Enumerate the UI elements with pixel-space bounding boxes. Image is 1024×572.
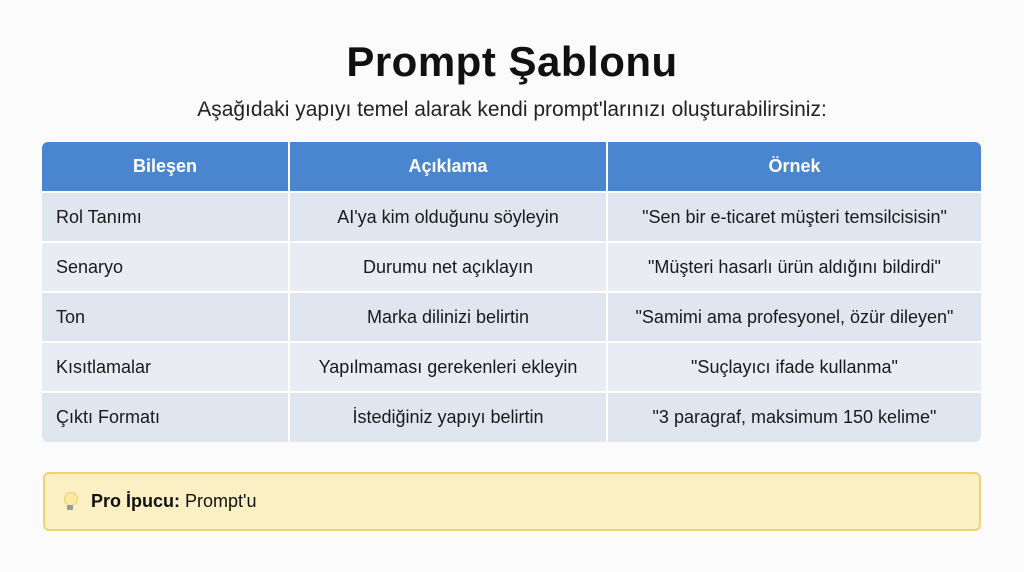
table-cell: Senaryo <box>42 242 289 292</box>
table-cell: İstediğiniz yapıyı belirtin <box>289 392 607 442</box>
table-cell: "Suçlayıcı ifade kullanma" <box>607 342 981 392</box>
lightbulb-icon <box>63 492 77 512</box>
table-row <box>42 242 981 292</box>
table-row <box>42 292 981 342</box>
column-header: Örnek <box>607 142 981 192</box>
table-cell: Kısıtlamalar <box>42 342 289 392</box>
column-header: Bileşen <box>42 142 289 192</box>
table-row <box>42 392 981 442</box>
table-cell: Durumu net açıklayın <box>289 242 607 292</box>
table-cell: Çıktı Formatı <box>42 392 289 442</box>
pro-tip-box <box>43 472 981 531</box>
prompt-template-table <box>42 142 981 442</box>
table-row <box>42 192 981 242</box>
table-cell: "Müşteri hasarlı ürün aldığını bildirdi" <box>607 242 981 292</box>
column-header: Açıklama <box>289 142 607 192</box>
page-subtitle: Aşağıdaki yapıyı temel alarak kendi prompt'larınızı oluşturabilirsiniz: <box>197 98 827 121</box>
table-cell: "3 paragraf, maksimum 150 kelime" <box>607 392 981 442</box>
tip-label: Pro İpucu: <box>91 491 180 511</box>
table-cell: "Sen bir e-ticaret müşteri temsilcisisin" <box>607 192 981 242</box>
table-cell: AI'ya kim olduğunu söyleyin <box>289 192 607 242</box>
table-cell: Marka dilinizi belirtin <box>289 292 607 342</box>
table-cell: Ton <box>42 292 289 342</box>
table-cell: Rol Tanımı <box>42 192 289 242</box>
tip-text: Prompt'u <box>185 491 257 511</box>
table-cell: "Samimi ama profesyonel, özür dileyen" <box>607 292 981 342</box>
table-header-row <box>42 142 981 192</box>
table-cell: Yapılmaması gerekenleri ekleyin <box>289 342 607 392</box>
page-title: Prompt Şablonu <box>346 38 678 85</box>
table-row <box>42 342 981 392</box>
